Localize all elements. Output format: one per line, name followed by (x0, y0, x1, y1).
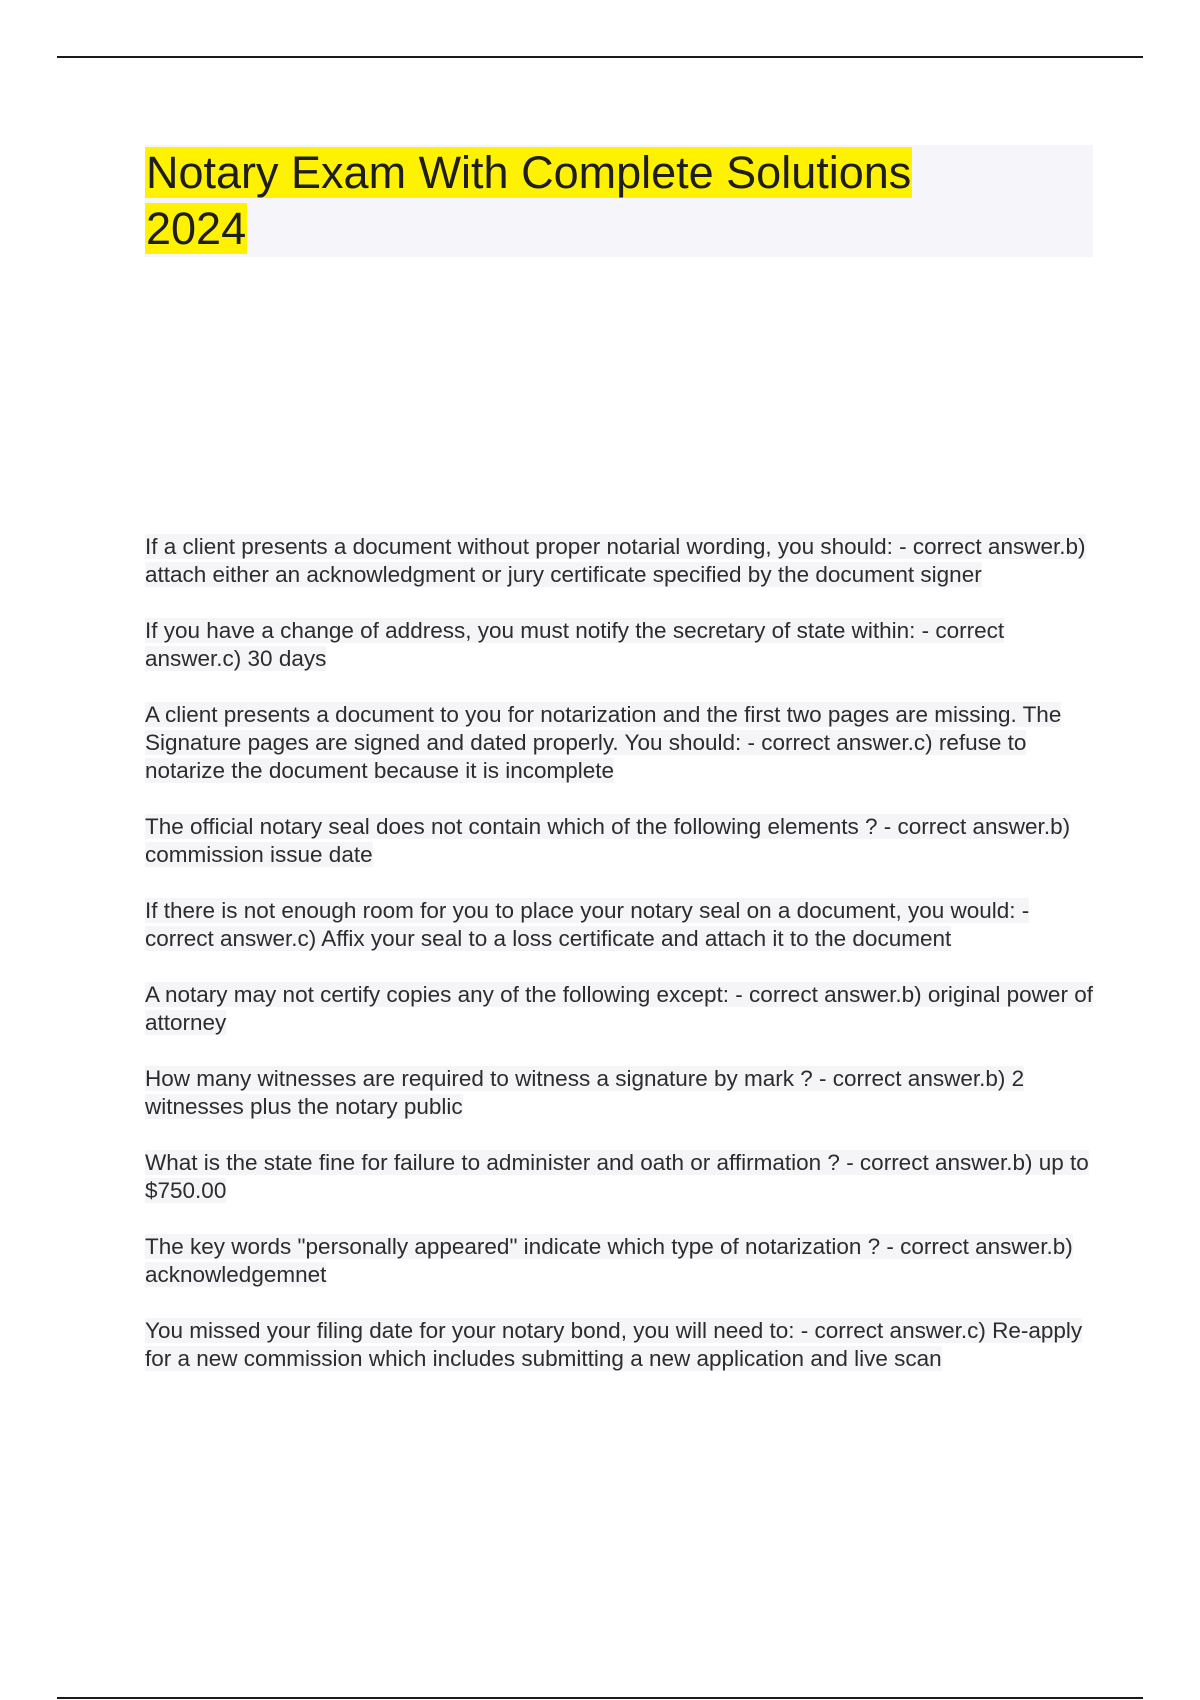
qa-text: If there is not enough room for you to place your notary seal on a document, you would: - correct answer.c) Affix your seal to a loss certificate and attach it to the document (145, 898, 1030, 951)
document-title (145, 145, 985, 257)
qa-text: If a client presents a document without proper notarial wording, you should: - correct answer.b) attach either an acknowledgment or jury certificate specified by the document signer (145, 534, 1086, 587)
top-rule (57, 56, 1143, 58)
qa-item (145, 701, 1095, 785)
title-block (145, 145, 1093, 257)
qa-text: You missed your filing date for your notary bond, you will need to: - correct answer.c) Re-apply for a new commission which includes submitting a new application and live scan (145, 1318, 1083, 1371)
qa-item (145, 1149, 1095, 1205)
qa-item (145, 1317, 1095, 1373)
qa-text: The key words "personally appeared" indicate which type of notarization ? - correct answer.b) acknowledgemnet (145, 1234, 1073, 1287)
qa-item (145, 1065, 1095, 1121)
qa-item (145, 813, 1095, 869)
qa-item (145, 981, 1095, 1037)
qa-text: The official notary seal does not contain which of the following elements ? - correct answer.b) commission issue date (145, 814, 1071, 867)
qa-text: A client presents a document to you for notarization and the first two pages are missing. The Signature pages are signed and dated properly. You should: - correct answer.c) refuse to notarize the document because it is incomplete (145, 702, 1062, 783)
qa-text: How many witnesses are required to witness a signature by mark ? - correct answer.b) 2 witnesses plus the notary public (145, 1066, 1025, 1119)
qa-text: What is the state fine for failure to administer and oath or affirmation ? - correct answer.b) up to $750.00 (145, 1150, 1089, 1203)
qa-text: A notary may not certify copies any of the following except: - correct answer.b) original power of attorney (145, 982, 1093, 1035)
qa-item (145, 897, 1095, 953)
bottom-rule (57, 1697, 1143, 1699)
qa-list (145, 533, 1095, 1401)
qa-text: If you have a change of address, you must notify the secretary of state within: - correct answer.c) 30 days (145, 618, 1005, 671)
qa-item (145, 533, 1095, 589)
title-highlight: Notary Exam With Complete Solutions 2024 (146, 147, 912, 254)
qa-item (145, 1233, 1095, 1289)
qa-item (145, 617, 1095, 673)
